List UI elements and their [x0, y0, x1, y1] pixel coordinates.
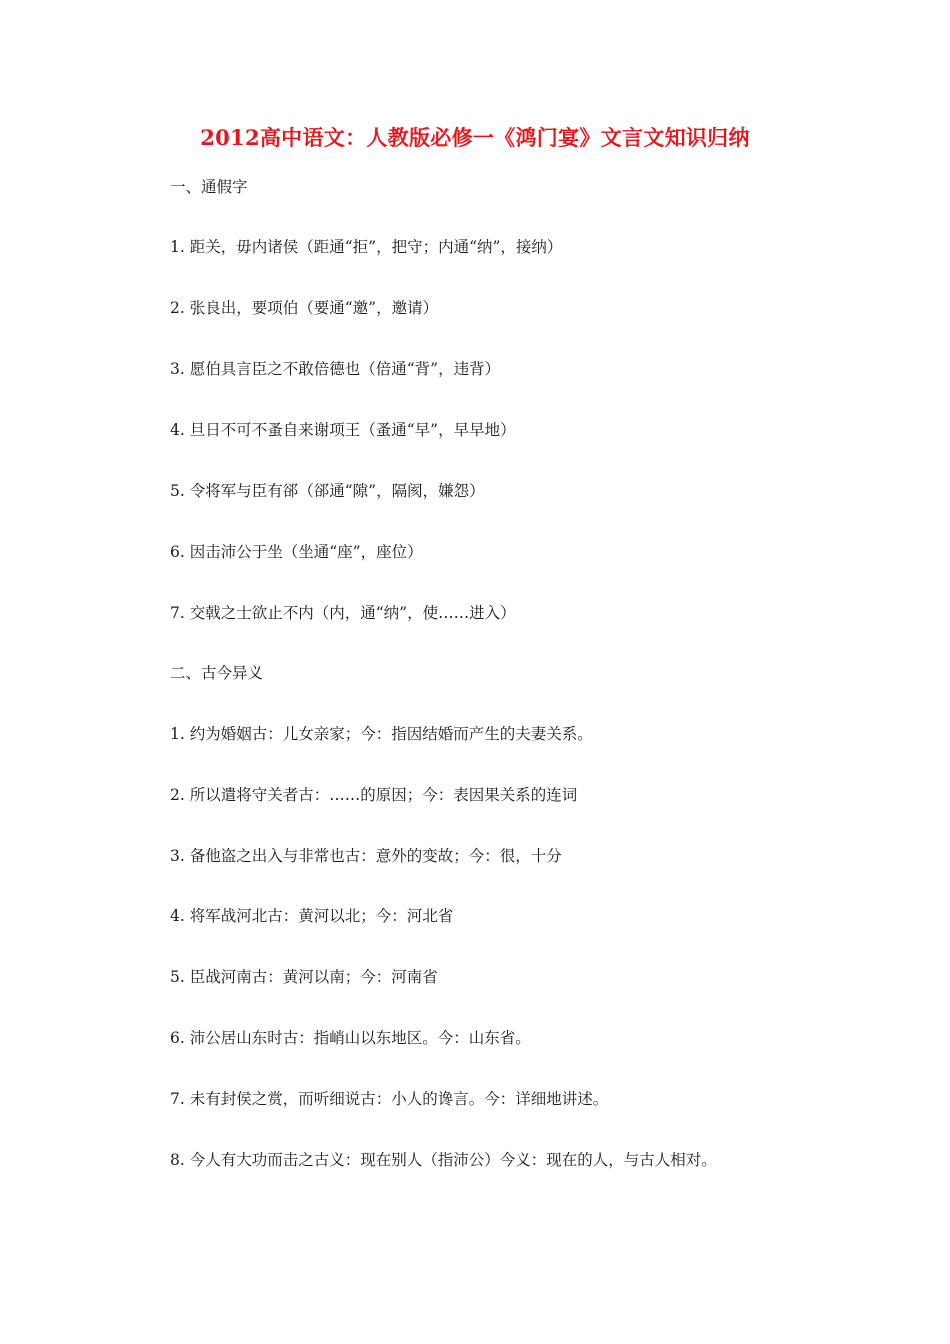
- list-item: 7. 交戟之士欲止不内（内，通“纳”，使……进入）: [170, 604, 516, 622]
- list-item: 4. 将军战河北古：黄河以北；今：河北省: [170, 907, 454, 925]
- document-title: 2012高中语文：人教版必修一《鸿门宴》文言文知识归纳: [200, 125, 750, 150]
- list-item: 8. 今人有大功而击之古义：现在别人（指沛公）今义：现在的人，与古人相对。: [170, 1151, 717, 1169]
- list-item: 5. 臣战河南古：黄河以南；今：河南省: [170, 968, 438, 986]
- section-heading-gujinyiyi: 二、古今异义: [170, 664, 264, 682]
- list-item: 1. 约为婚姻古：儿女亲家；今：指因结婚而产生的夫妻关系。: [170, 725, 593, 743]
- list-item: 6. 因击沛公于坐（坐通“座”，座位）: [170, 543, 423, 561]
- list-item: 3. 备他盗之出入与非常也古：意外的变故；今：很，十分: [170, 847, 562, 865]
- list-item: 1. 距关，毋内诸侯（距通“拒”，把守；内通“纳”，接纳）: [170, 238, 563, 256]
- list-item: 6. 沛公居山东时古：指峭山以东地区。今：山东省。: [170, 1029, 531, 1047]
- list-item: 4. 旦日不可不蚤自来谢项王（蚤通“早”，早早地）: [170, 421, 516, 439]
- list-item: 2. 所以遣将守关者古：……的原因；今：表因果关系的连词: [170, 786, 578, 804]
- list-item: 7. 未有封侯之赏，而听细说古：小人的谗言。今：详细地讲述。: [170, 1090, 609, 1108]
- list-item: 2. 张良出，要项伯（要通“邀”，邀请）: [170, 299, 439, 317]
- section-heading-tongjiazi: 一、通假字: [170, 178, 248, 196]
- list-item: 5. 令将军与臣有郤（郤通“隙”，隔阂，嫌怨）: [170, 482, 485, 500]
- list-item: 3. 愿伯具言臣之不敢倍德也（倍通“背”，违背）: [170, 360, 501, 378]
